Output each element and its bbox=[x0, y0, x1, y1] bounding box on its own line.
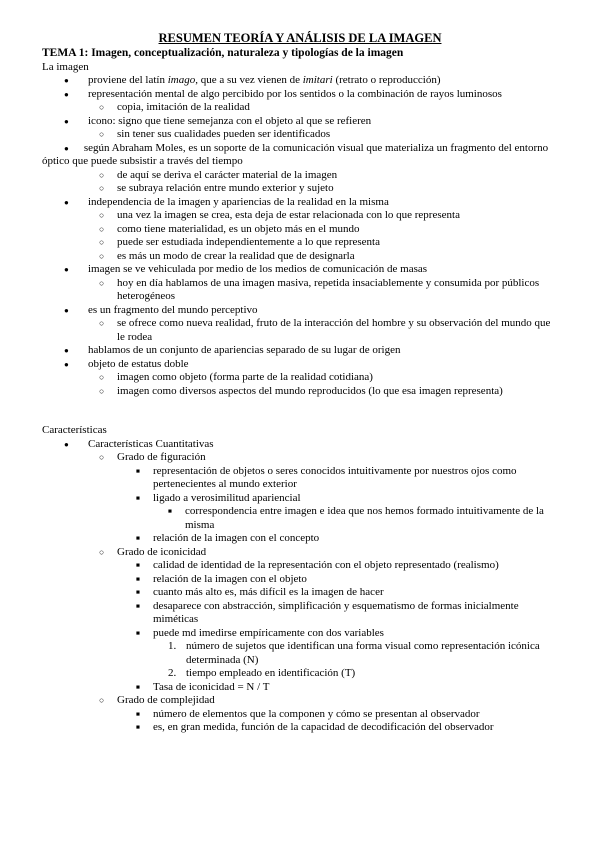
list-item bbox=[136, 627, 558, 641]
list-item-text: icono: signo que tiene semejanza con el objeto al que se refieren bbox=[88, 114, 372, 127]
bullet-icon: ■ bbox=[136, 494, 140, 502]
bullet-icon: ■ bbox=[136, 602, 140, 610]
list-item bbox=[136, 708, 558, 722]
list-item-text: se subraya relación entre mundo exterior y sujeto bbox=[117, 182, 334, 194]
bullet-icon: ○ bbox=[99, 452, 105, 462]
list-item bbox=[99, 101, 558, 115]
bullet-icon: ○ bbox=[99, 129, 105, 139]
section-label: La imagen bbox=[42, 60, 89, 73]
list-item-text: puede ser estudiada independientemente a lo que representa bbox=[117, 236, 380, 248]
bullet-icon: ○ bbox=[99, 102, 105, 112]
list-item bbox=[168, 667, 558, 681]
list-item bbox=[64, 196, 558, 210]
topic-heading: TEMA 1: Imagen, conceptualización, naturaleza y tipologías de la imagen bbox=[42, 47, 404, 59]
list-item bbox=[99, 546, 558, 560]
list-item bbox=[99, 694, 558, 708]
bullet-icon: ■ bbox=[136, 724, 140, 731]
bullet-icon: ○ bbox=[99, 223, 105, 234]
list-item-text: Características Cuantitativas bbox=[88, 437, 214, 450]
list-item-text: una vez la imagen se crea, esta deja de estar relacionada con lo que representa bbox=[117, 209, 460, 221]
list-item-text: relación de la imagen con el concepto bbox=[153, 532, 320, 544]
bullet-icon: ■ bbox=[136, 683, 140, 691]
list-item bbox=[136, 721, 558, 735]
list-item-text: número de elementos que la componen y cómo se presentan al observador bbox=[153, 707, 480, 720]
list-item bbox=[42, 142, 558, 169]
list-item bbox=[64, 74, 558, 88]
list-item bbox=[99, 223, 558, 237]
bullet-list bbox=[42, 438, 558, 735]
list-item bbox=[64, 115, 558, 129]
list-item bbox=[99, 209, 558, 223]
list-item-text: desaparece con abstracción, simplificación y esquematismo de formas inicialmente miméticas bbox=[153, 599, 519, 625]
bullet-icon: ○ bbox=[99, 250, 105, 261]
list-item-text: de aquí se deriva el carácter material de la imagen bbox=[117, 168, 338, 181]
bullet-icon: ■ bbox=[136, 589, 140, 596]
list-item bbox=[136, 681, 558, 695]
bullet-icon: ■ bbox=[136, 629, 140, 637]
list-item-text: sin tener sus cualidades pueden ser identificados bbox=[117, 128, 331, 140]
bullet-icon: ■ bbox=[136, 562, 140, 569]
list-item-text: ligado a verosimilitud apariencial bbox=[153, 491, 301, 504]
bullet-icon: ○ bbox=[99, 183, 105, 193]
list-item bbox=[99, 451, 558, 465]
list-item-text: imagen como diversos aspectos del mundo reproducidos (lo que esa imagen representa) bbox=[117, 384, 503, 397]
section-caracteristicas bbox=[42, 424, 558, 735]
bullet-icon: ● bbox=[64, 143, 69, 153]
list-item-text: Tasa de iconicidad = N / T bbox=[153, 680, 270, 693]
list-item-text: cuanto más alto es, más difícil es la imagen de hacer bbox=[153, 586, 384, 598]
bullet-icon: ○ bbox=[99, 169, 105, 180]
list-item bbox=[136, 559, 558, 573]
list-item-text: representación mental de algo percibido por los sentidos o la combinación de rayos luminosos bbox=[88, 87, 502, 100]
list-item-text: hoy en día hablamos de una imagen masiva, repetida insaciablemente y consumida por públicos heterogéneos bbox=[117, 276, 540, 302]
list-item bbox=[64, 438, 558, 452]
list-item bbox=[136, 573, 558, 587]
list-item-text: relación de la imagen con el objeto bbox=[153, 572, 307, 585]
list-item bbox=[99, 371, 558, 385]
bullet-icon: ○ bbox=[99, 695, 105, 705]
bullet-icon: ● bbox=[64, 346, 69, 355]
list-item-text: se ofrece como nueva realidad, fruto de la interacción del hombre y su observación del mundo que le rodea bbox=[117, 317, 551, 343]
list-item bbox=[99, 277, 558, 304]
list-item-text: representación de objetos o seres conocidos intuitivamente por nuestros ojos como pertenecientes al mundo exterior bbox=[153, 464, 517, 490]
bullet-icon: ○ bbox=[99, 237, 105, 247]
list-item-text: calidad de identidad de la representación con el objeto representado (realismo) bbox=[153, 559, 499, 571]
list-item bbox=[99, 250, 558, 264]
list-item-text: copia, imitación de la realidad bbox=[117, 101, 250, 113]
list-item-text: Grado de iconicidad bbox=[117, 545, 207, 558]
list-item bbox=[99, 236, 558, 250]
list-item-text: hablamos de un conjunto de apariencias separado de su lugar de origen bbox=[88, 344, 401, 356]
bullet-icon: ● bbox=[64, 197, 69, 207]
bullet-icon: ○ bbox=[99, 277, 105, 288]
bullet-icon: ■ bbox=[136, 575, 140, 583]
list-item bbox=[99, 182, 558, 196]
list-item bbox=[99, 385, 558, 399]
list-item bbox=[99, 317, 558, 344]
section-label: Características bbox=[42, 424, 107, 436]
list-item bbox=[64, 358, 558, 372]
list-item bbox=[99, 128, 558, 142]
list-item bbox=[136, 600, 558, 627]
list-item bbox=[136, 532, 558, 546]
list-item-text: tiempo empleado en identificación (T) bbox=[186, 667, 356, 679]
list-item-text: imagen como objeto (forma parte de la realidad cotidiana) bbox=[117, 371, 373, 383]
list-item bbox=[136, 586, 558, 600]
list-item bbox=[168, 640, 558, 667]
bullet-icon: ● bbox=[64, 305, 69, 315]
list-item-text: número de sujetos que identifican una forma visual como representación icónica determinada (N) bbox=[186, 640, 540, 666]
list-item-text: correspondencia entre imagen e idea que nos hemos formado intuitivamente de la misma bbox=[185, 505, 544, 531]
list-item-text: según Abraham Moles, es un soporte de la comunicación visual que materializa un fragmento del entorno óptico que puede subsistir a través del tiempo bbox=[42, 141, 549, 167]
list-item-text: Grado de complejidad bbox=[117, 694, 215, 706]
bullet-icon: ● bbox=[64, 116, 69, 126]
list-item-text: puede md imedirse empíricamente con dos variables bbox=[153, 626, 384, 639]
bullet-icon: ■ bbox=[168, 508, 172, 515]
bullet-list bbox=[42, 74, 558, 398]
list-item bbox=[64, 344, 558, 358]
list-number: 1. bbox=[168, 640, 177, 652]
list-item bbox=[168, 505, 558, 532]
list-item bbox=[64, 88, 558, 102]
bullet-icon: ● bbox=[64, 265, 69, 274]
list-item-text: objeto de estatus doble bbox=[88, 357, 189, 370]
list-item bbox=[136, 465, 558, 492]
bullet-icon: ● bbox=[64, 89, 69, 99]
list-item bbox=[64, 304, 558, 318]
bullet-icon: ○ bbox=[99, 318, 105, 328]
list-item-text: es, en gran medida, función de la capacidad de decodificación del observador bbox=[153, 721, 494, 733]
list-item-text: es un fragmento del mundo perceptivo bbox=[88, 303, 258, 316]
bullet-icon: ■ bbox=[136, 467, 140, 475]
bullet-icon: ■ bbox=[136, 710, 140, 718]
bullet-icon: ○ bbox=[99, 385, 105, 396]
bullet-icon: ● bbox=[64, 76, 69, 85]
list-item-text: imagen se ve vehiculada por medio de los medios de comunicación de masas bbox=[88, 263, 428, 275]
list-item-text: Grado de figuración bbox=[117, 451, 206, 463]
page-title: RESUMEN TEORÍA Y ANÁLISIS DE LA IMAGEN bbox=[158, 31, 442, 45]
bullet-icon: ■ bbox=[136, 535, 140, 542]
list-item bbox=[64, 263, 558, 277]
section-la-imagen bbox=[42, 61, 558, 399]
list-item-text: como tiene materialidad, es un objeto más en el mundo bbox=[117, 222, 360, 235]
list-item-text: proviene del latín imago, que a su vez vienen de imitari (retrato o reproducción) bbox=[88, 74, 441, 86]
bullet-icon: ● bbox=[64, 439, 69, 449]
list-item bbox=[99, 169, 558, 183]
bullet-icon: ○ bbox=[99, 210, 105, 220]
list-number: 2. bbox=[168, 667, 177, 679]
bullet-icon: ● bbox=[64, 359, 69, 369]
list-item bbox=[136, 492, 558, 506]
bullet-icon: ○ bbox=[99, 372, 105, 382]
list-item-text: independencia de la imagen y apariencias de la realidad en la misma bbox=[88, 195, 389, 208]
list-item-text: es más un modo de crear la realidad que de designarla bbox=[117, 249, 355, 262]
bullet-icon: ○ bbox=[99, 546, 105, 557]
